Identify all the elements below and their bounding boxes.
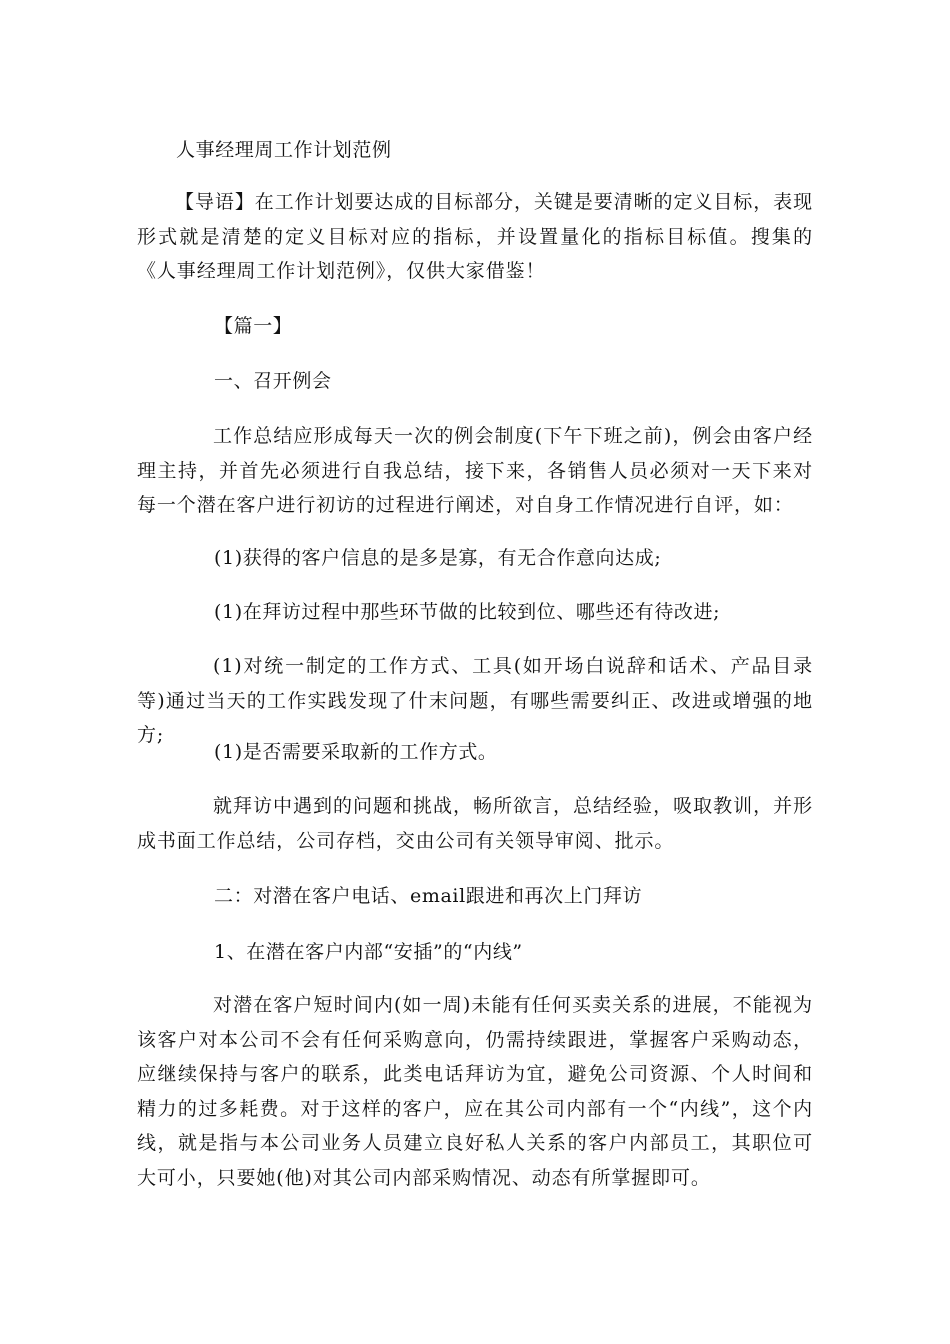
heading-insider: 1、在潜在客户内部“安插”的“内线” bbox=[214, 941, 523, 963]
list-item-1: (1)获得的客户信息的是多是寡，有无合作意向达成; bbox=[214, 547, 662, 569]
intro-paragraph: 【导语】在工作计划要达成的目标部分，关键是要清晰的定义目标，表现形式就是清楚的定义目标对应的指标，并设置量化的指标目标值。搜集的《人事经理周工作计划范例》，仅供大家借鉴！ bbox=[137, 191, 813, 282]
heading-meetings: 一、召开例会 bbox=[214, 370, 332, 392]
paragraph-insider: 对潜在客户短时间内(如一周)未能有任何买卖关系的进展，不能视为该客户对本公司不会有任何采购意向，仍需持续跟进，掌握客户采购动态，应继续保持与客户的联系，此类电话拜访为宜，避免公司资源、个人时间和精力的过多耗费。对于这样的客户，应在其公司内部有一个“内线”，这个内线，就是指与本公司业务人员建立良好私人关系的客户内部员工，其职位可大可小，只要她(他)对其公司内部采购情况、动态有所掌握即可。 bbox=[137, 994, 813, 1189]
section-label: 【篇一】 bbox=[214, 315, 293, 337]
paragraph-summary: 就拜访中遇到的问题和挑战，畅所欲言，总结经验，吸取教训，并形成书面工作总结，公司存档，交由公司有关领导审阅、批示。 bbox=[137, 795, 813, 852]
heading-followup: 二：对潜在客户电话、email跟进和再次上门拜访 bbox=[214, 885, 643, 907]
list-item-4: (1)是否需要采取新的工作方式。 bbox=[214, 741, 498, 763]
document-title: 人事经理周工作计划范例 bbox=[176, 139, 392, 161]
list-item-2: (1)在拜访过程中那些环节做的比较到位、哪些还有待改进; bbox=[214, 601, 721, 623]
list-item-3: (1)对统一制定的工作方式、工具(如开场白说辞和话术、产品目录等)通过当天的工作实践发现了什末问题，有哪些需要纠正、改进或增强的地方; bbox=[137, 655, 813, 746]
paragraph-meetings: 工作总结应形成每天一次的例会制度(下午下班之前)，例会由客户经理主持，并首先必须进行自我总结，接下来，各销售人员必须对一天下来对每一个潜在客户进行初访的过程进行阐述，对自身工作情况进行自评，如： bbox=[137, 425, 813, 516]
